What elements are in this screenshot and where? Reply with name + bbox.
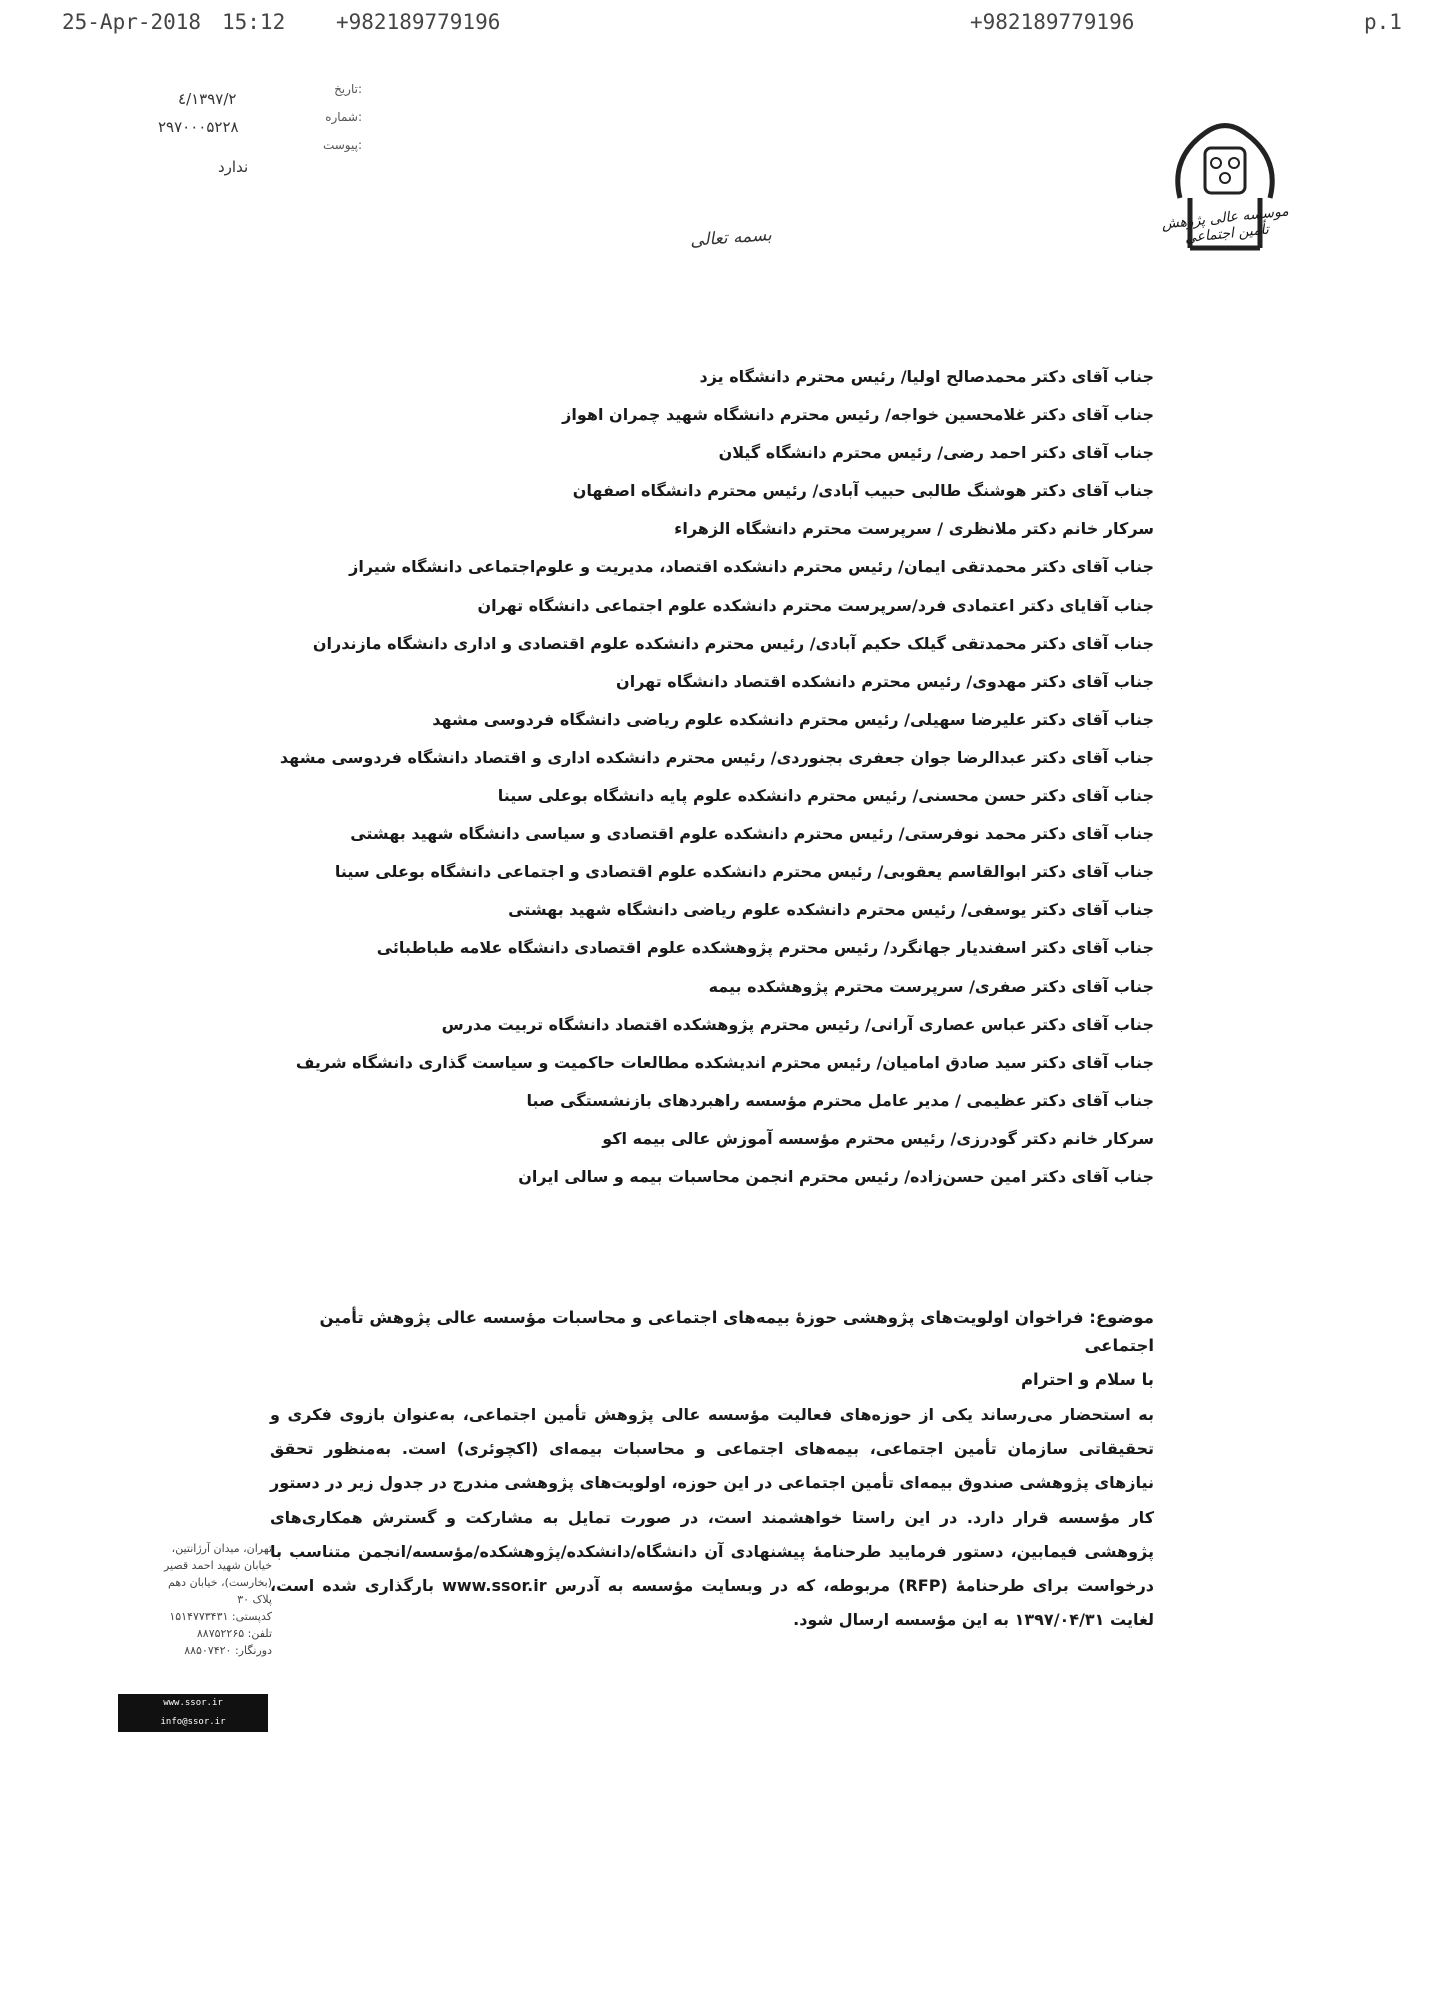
- contact-box: [118, 1694, 268, 1732]
- recipient-line: جناب آقای دکتر ابوالقاسم یعقوبی/ رئیس محترم دانشکده علوم اقتصادی و اجتماعی دانشگاه بوعلی سینا: [334, 862, 1154, 882]
- letter-subject: موضوع: فراخوان اولویت‌های پژوهشی حوزهٔ بیمه‌های اجتماعی و محاسبات مؤسسه عالی پژوهش تأمین اجتماعی: [319, 1308, 1154, 1355]
- recipient-line: جناب آقای دکتر عباس عصاری آرانی/ رئیس محترم پژوهشکده اقتصاد دانشگاه تربیت مدرس: [441, 1014, 1154, 1034]
- recipients-list: [274, 358, 1154, 1196]
- recipient-line: جناب آقای دکتر عبدالرضا جوان جعفری بجنوردی/ رئیس محترم دانشکده اداری و اقتصاد دانشگاه فردوسی مشهد: [279, 747, 1154, 767]
- recipient-line: جناب آقای دکتر احمد رضی/ رئیس محترم دانشگاه گیلان: [718, 443, 1154, 463]
- date-label: تاریخ:: [334, 82, 362, 96]
- number-label: شماره:: [325, 110, 362, 124]
- email-text: info@ssor.ir: [160, 1717, 226, 1727]
- letter-greeting: با سلام و احترام: [1020, 1370, 1154, 1389]
- recipient-line: جناب آقای دکتر اسفندیار جهانگرد/ رئیس محترم پژوهشکده علوم اقتصادی دانشگاه علامه طباطبائی: [376, 938, 1154, 958]
- website-text: www.ssor.ir: [163, 1698, 223, 1708]
- bismillah: بسمه تعالی: [689, 225, 773, 251]
- recipient-line: جناب آقای دکتر یوسفی/ رئیس محترم دانشکده علوم ریاضی دانشگاه شهید بهشتی: [508, 900, 1154, 920]
- fax-time: 15:12: [222, 10, 286, 34]
- recipient-line: جناب آقای دکتر محمد نوفرستی/ رئیس محترم دانشکده علوم اقتصادی و سیاسی دانشگاه شهید بهشتی: [350, 824, 1154, 844]
- fax-receiver-number: +982189779196: [970, 10, 1135, 34]
- address-line: تلفن: ۸۸۷۵۲۲۶۵: [196, 1627, 272, 1640]
- address-line: دورنگار: ۸۸۵۰۷۴۲۰: [184, 1644, 272, 1657]
- recipient-line: جناب آقایای دکتر اعتمادی فرد/سرپرست محترم دانشکده علوم اجتماعی دانشگاه تهران: [477, 595, 1154, 615]
- address-line: پلاک ۳۰: [237, 1593, 272, 1606]
- recipient-line: جناب آقای دکتر غلامحسین خواجه/ رئیس محترم دانشگاه شهید چمران اهواز: [562, 405, 1154, 425]
- logo-caption: موسسه عالی پژوهش تأمین اجتماعی: [1160, 203, 1290, 247]
- recipient-line: جناب آقای دکتر محمدصالح اولیا/ رئیس محترم دانشگاه یزد: [699, 367, 1154, 386]
- date-value: ۱۳۹۷/۲/٤: [178, 90, 237, 108]
- recipient-line: جناب آقای دکتر محمدتقی گیلک حکیم آبادی/ رئیس محترم دانشکده علوم اقتصادی و اداری دانشگاه مازندران: [312, 633, 1154, 653]
- recipient-line: جناب آقای دکتر امین حسن‌زاده/ رئیس محترم انجمن محاسبات بیمه و سالی ایران: [518, 1166, 1154, 1186]
- fax-page-number: p.1: [1364, 10, 1402, 34]
- address-line: کدپستی: ۱۵۱۴۷۷۳۴۳۱: [169, 1610, 272, 1623]
- recipient-line: جناب آقای دکتر صفری/ سرپرست محترم پژوهشکده بیمه: [708, 976, 1154, 996]
- recipient-line: سرکار خانم دکتر گودرزی/ رئیس محترم مؤسسه آموزش عالی بیمه اکو: [602, 1128, 1154, 1148]
- recipient-line: سرکار خانم دکتر ملانظری / سرپرست محترم دانشگاه الزهراء: [674, 519, 1154, 539]
- fax-header: [0, 6, 1454, 40]
- attachment-value: ندارد: [218, 158, 249, 176]
- recipient-line: جناب آقای دکتر عظیمی / مدیر عامل محترم مؤسسه راهبردهای بازنشستگی صبا: [526, 1090, 1154, 1110]
- address-line: تهران، میدان آرژانتین،: [171, 1542, 272, 1555]
- address-line: (بخارست)، خیابان دهم: [168, 1576, 272, 1589]
- recipient-line: جناب آقای دکتر محمدتقی ایمان/ رئیس محترم دانشکده اقتصاد، مدیریت و علوم‌اجتماعی دانشگاه شیراز: [349, 557, 1154, 577]
- letter-meta: [158, 82, 368, 222]
- number-value: ۲۹۷۰۰۰۵۲۲۸: [158, 118, 239, 136]
- attachment-label: پیوست:: [322, 138, 362, 152]
- recipient-line: جناب آقای دکتر علیرضا سهیلی/ رئیس محترم دانشکده علوم ریاضی دانشگاه فردوسی مشهد: [432, 709, 1154, 729]
- recipient-line: جناب آقای دکتر مهدوی/ رئیس محترم دانشکده اقتصاد دانشگاه تهران: [616, 671, 1154, 691]
- fax-sender-number: +982189779196: [336, 10, 501, 34]
- recipient-line: جناب آقای دکتر هوشنگ طالبی حبیب آبادی/ رئیس محترم دانشگاه اصفهان: [572, 481, 1154, 501]
- recipient-line: جناب آقای دکتر حسن محسنی/ رئیس محترم دانشکده علوم پایه دانشگاه بوعلی سینا: [497, 786, 1154, 806]
- institute-address: [112, 1540, 272, 1659]
- fax-date: 25-Apr-2018: [62, 10, 202, 34]
- address-line: خیابان شهید احمد قصیر: [163, 1559, 272, 1572]
- recipient-line: جناب آقای دکتر سید صادق امامیان/ رئیس محترم اندیشکده مطالعات حاکمیت و سیاست گذاری دانشگاه شریف: [295, 1052, 1154, 1072]
- letter-body: به استحضار می‌رساند یکی از حوزه‌های فعالیت مؤسسه عالی پژوهش تأمین اجتماعی، به‌عنوان بازوی فکری و تحقیقاتی سازمان تأمین اجتماعی، بیمه‌های اجتماعی و محاسبات بیمه‌ای (اکچوئری) است. به‌منظور تحقق نیازهای پژوهشی صندوق بیمه‌ای تأمین اجتماعی در این حوزه، اولویت‌های پژوهشی مندرج در جدول زیر در دستور کار مؤسسه قرار دارد. در این راستا خواهشمند است، در صورت تمایل به مشارکت و گسترش همکاری‌های پژوهشی فیمابین، دستور فرمایید طرحنامهٔ پیشنهادی آن دانشگاه/دانشکده/پژوهشکده/مؤسسه/انجمن متناسب با درخواست برای طرحنامهٔ (RFP) مربوطه، که در وبسایت مؤسسه به آدرس www.ssor.ir بارگذاری شده است، لغایت ۱۳۹۷/۰۴/۳۱ به این مؤسسه ارسال شود.: [270, 1405, 1154, 1630]
